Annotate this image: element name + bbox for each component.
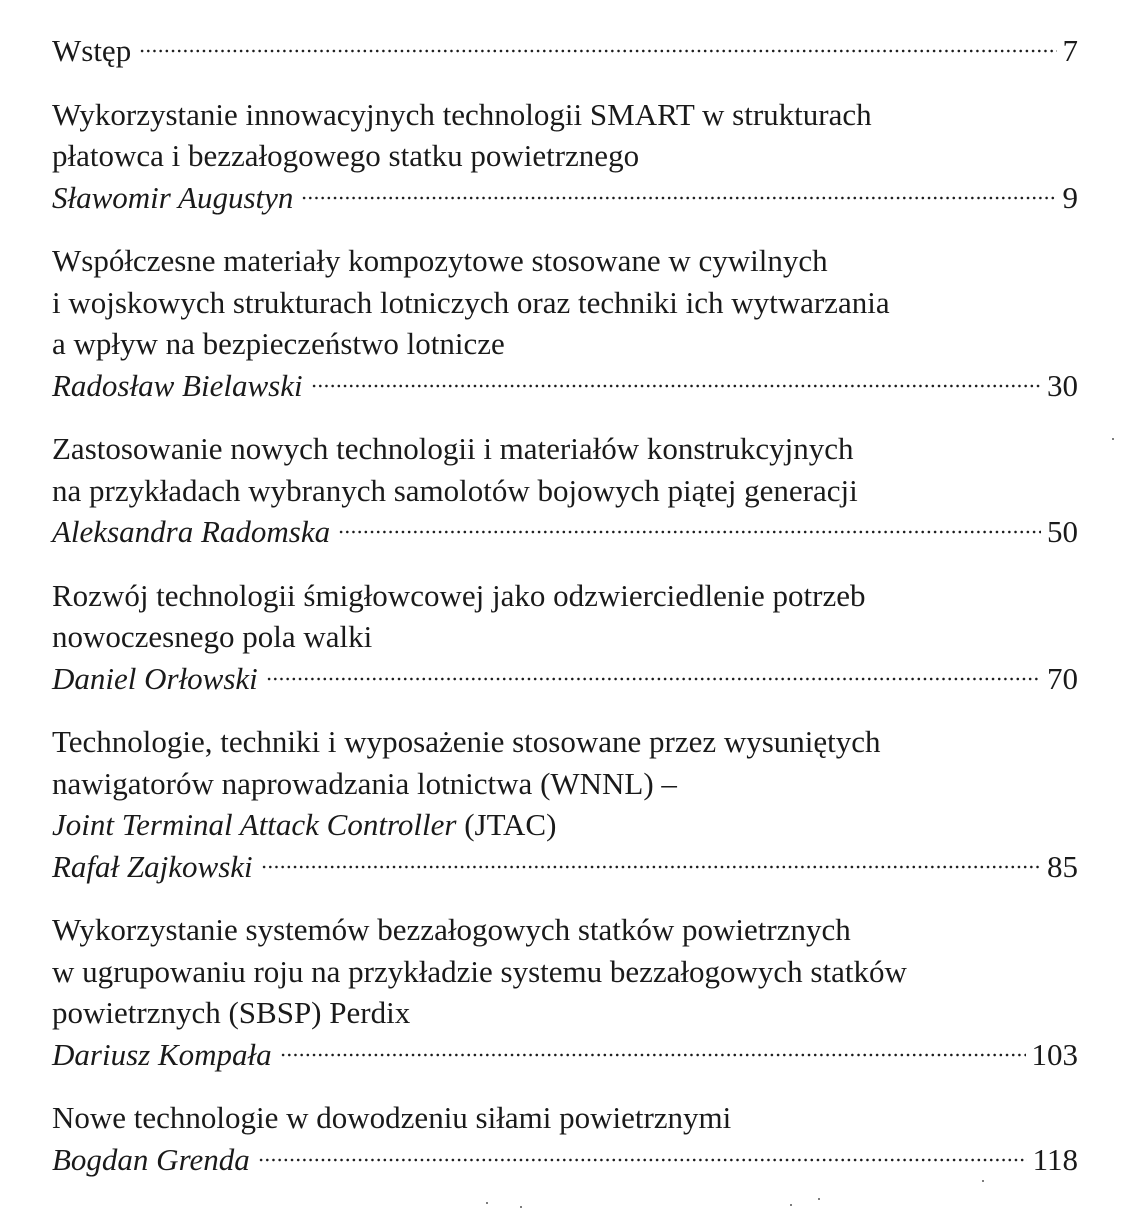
scan-speck — [486, 1202, 488, 1204]
toc-title-line: nowoczesnego pola walki — [52, 619, 373, 654]
toc-title-line: Zastosowanie nowych technologii i materiałów konstrukcyjnych — [52, 431, 854, 466]
scan-speck — [520, 1206, 522, 1208]
toc-leader-line — [52, 365, 1078, 407]
toc-leader-line — [52, 846, 1078, 888]
toc-title-line: w ugrupowaniu roju na przykładzie systemu bezzałogowych statków — [52, 953, 907, 989]
toc-intro-label: Wstęp — [52, 33, 132, 68]
toc-author: Sławomir Augustyn — [52, 179, 294, 215]
toc-author: Aleksandra Radomska — [52, 514, 331, 549]
table-of-contents — [52, 30, 1078, 1202]
toc-title-line: Wykorzystanie systemów bezzałogowych statków powietrznych — [52, 912, 851, 947]
toc-title-line: na przykładach wybranych samolotów bojowych piątej generacji — [52, 472, 858, 508]
dot-leader — [338, 530, 1041, 534]
dot-leader — [139, 49, 1056, 53]
toc-entry — [52, 1097, 1078, 1180]
toc-entry — [52, 240, 1078, 406]
toc-title-line: Technologie, techniki i wyposażenie stosowane przez wysuniętych — [52, 724, 881, 759]
toc-author: Dariusz Kompała — [52, 1036, 272, 1072]
toc-leader-line — [52, 177, 1078, 219]
toc-entry — [52, 909, 1078, 1075]
dot-leader — [311, 384, 1041, 388]
toc-author: Daniel Orłowski — [52, 660, 258, 696]
toc-title-line: i wojskowych strukturach lotniczych oraz techniki ich wytwarzania — [52, 284, 890, 320]
toc-title-line: powietrznych (SBSP) Perdix — [52, 995, 411, 1030]
toc-page-number: 50 — [1047, 514, 1078, 549]
dot-leader — [266, 677, 1041, 681]
toc-entry-intro — [52, 30, 1078, 72]
scan-speck — [1112, 438, 1114, 440]
toc-title-line: nawigatorów naprowadzania lotnictwa (WNNL) – — [52, 765, 677, 801]
toc-page-number: 7 — [1062, 33, 1078, 68]
scan-speck — [790, 1204, 792, 1206]
toc-page-number: 70 — [1047, 660, 1078, 696]
toc-entry — [52, 721, 1078, 887]
toc-leader-line — [52, 1139, 1078, 1181]
toc-author: Rafał Zajkowski — [52, 848, 253, 884]
scan-speck — [818, 1198, 820, 1200]
toc-page-number: 9 — [1062, 179, 1078, 215]
dot-leader — [258, 1158, 1027, 1162]
toc-entry — [52, 428, 1078, 553]
toc-leader-line — [52, 511, 1078, 553]
toc-title-line: płatowca i bezzałogowego statku powietrznego — [52, 138, 640, 173]
toc-page-number: 118 — [1032, 1141, 1078, 1177]
dot-leader — [301, 196, 1056, 200]
toc-page-number: 85 — [1047, 848, 1078, 884]
toc-title-line: a wpływ na bezpieczeństwo lotnicze — [52, 326, 505, 361]
toc-author: Radosław Bielawski — [52, 367, 303, 403]
toc-page-number: 103 — [1031, 1036, 1078, 1072]
scan-speck — [982, 1180, 984, 1182]
toc-title-roman-part: (JTAC) — [456, 807, 557, 842]
toc-entry — [52, 575, 1078, 700]
toc-title-line: Rozwój technologii śmigłowcowej jako odzwierciedlenie potrzeb — [52, 577, 866, 613]
dot-leader — [261, 865, 1041, 869]
toc-leader-line — [52, 1034, 1078, 1076]
dot-leader — [280, 1053, 1026, 1057]
toc-title-italic-part: Joint Terminal Attack Controller — [52, 807, 457, 842]
toc-author: Bogdan Grenda — [52, 1141, 250, 1177]
toc-entry — [52, 94, 1078, 219]
toc-title-line: Wykorzystanie innowacyjnych technologii SMART w strukturach — [52, 96, 872, 132]
toc-title-line: Nowe technologie w dowodzeniu siłami powietrznymi — [52, 1100, 732, 1135]
toc-leader-line — [52, 658, 1078, 700]
toc-leader-line — [52, 30, 1078, 72]
toc-title-line: Współczesne materiały kompozytowe stosowane w cywilnych — [52, 243, 828, 278]
toc-title-line-mixed — [52, 804, 1078, 846]
toc-page-number: 30 — [1047, 367, 1078, 403]
